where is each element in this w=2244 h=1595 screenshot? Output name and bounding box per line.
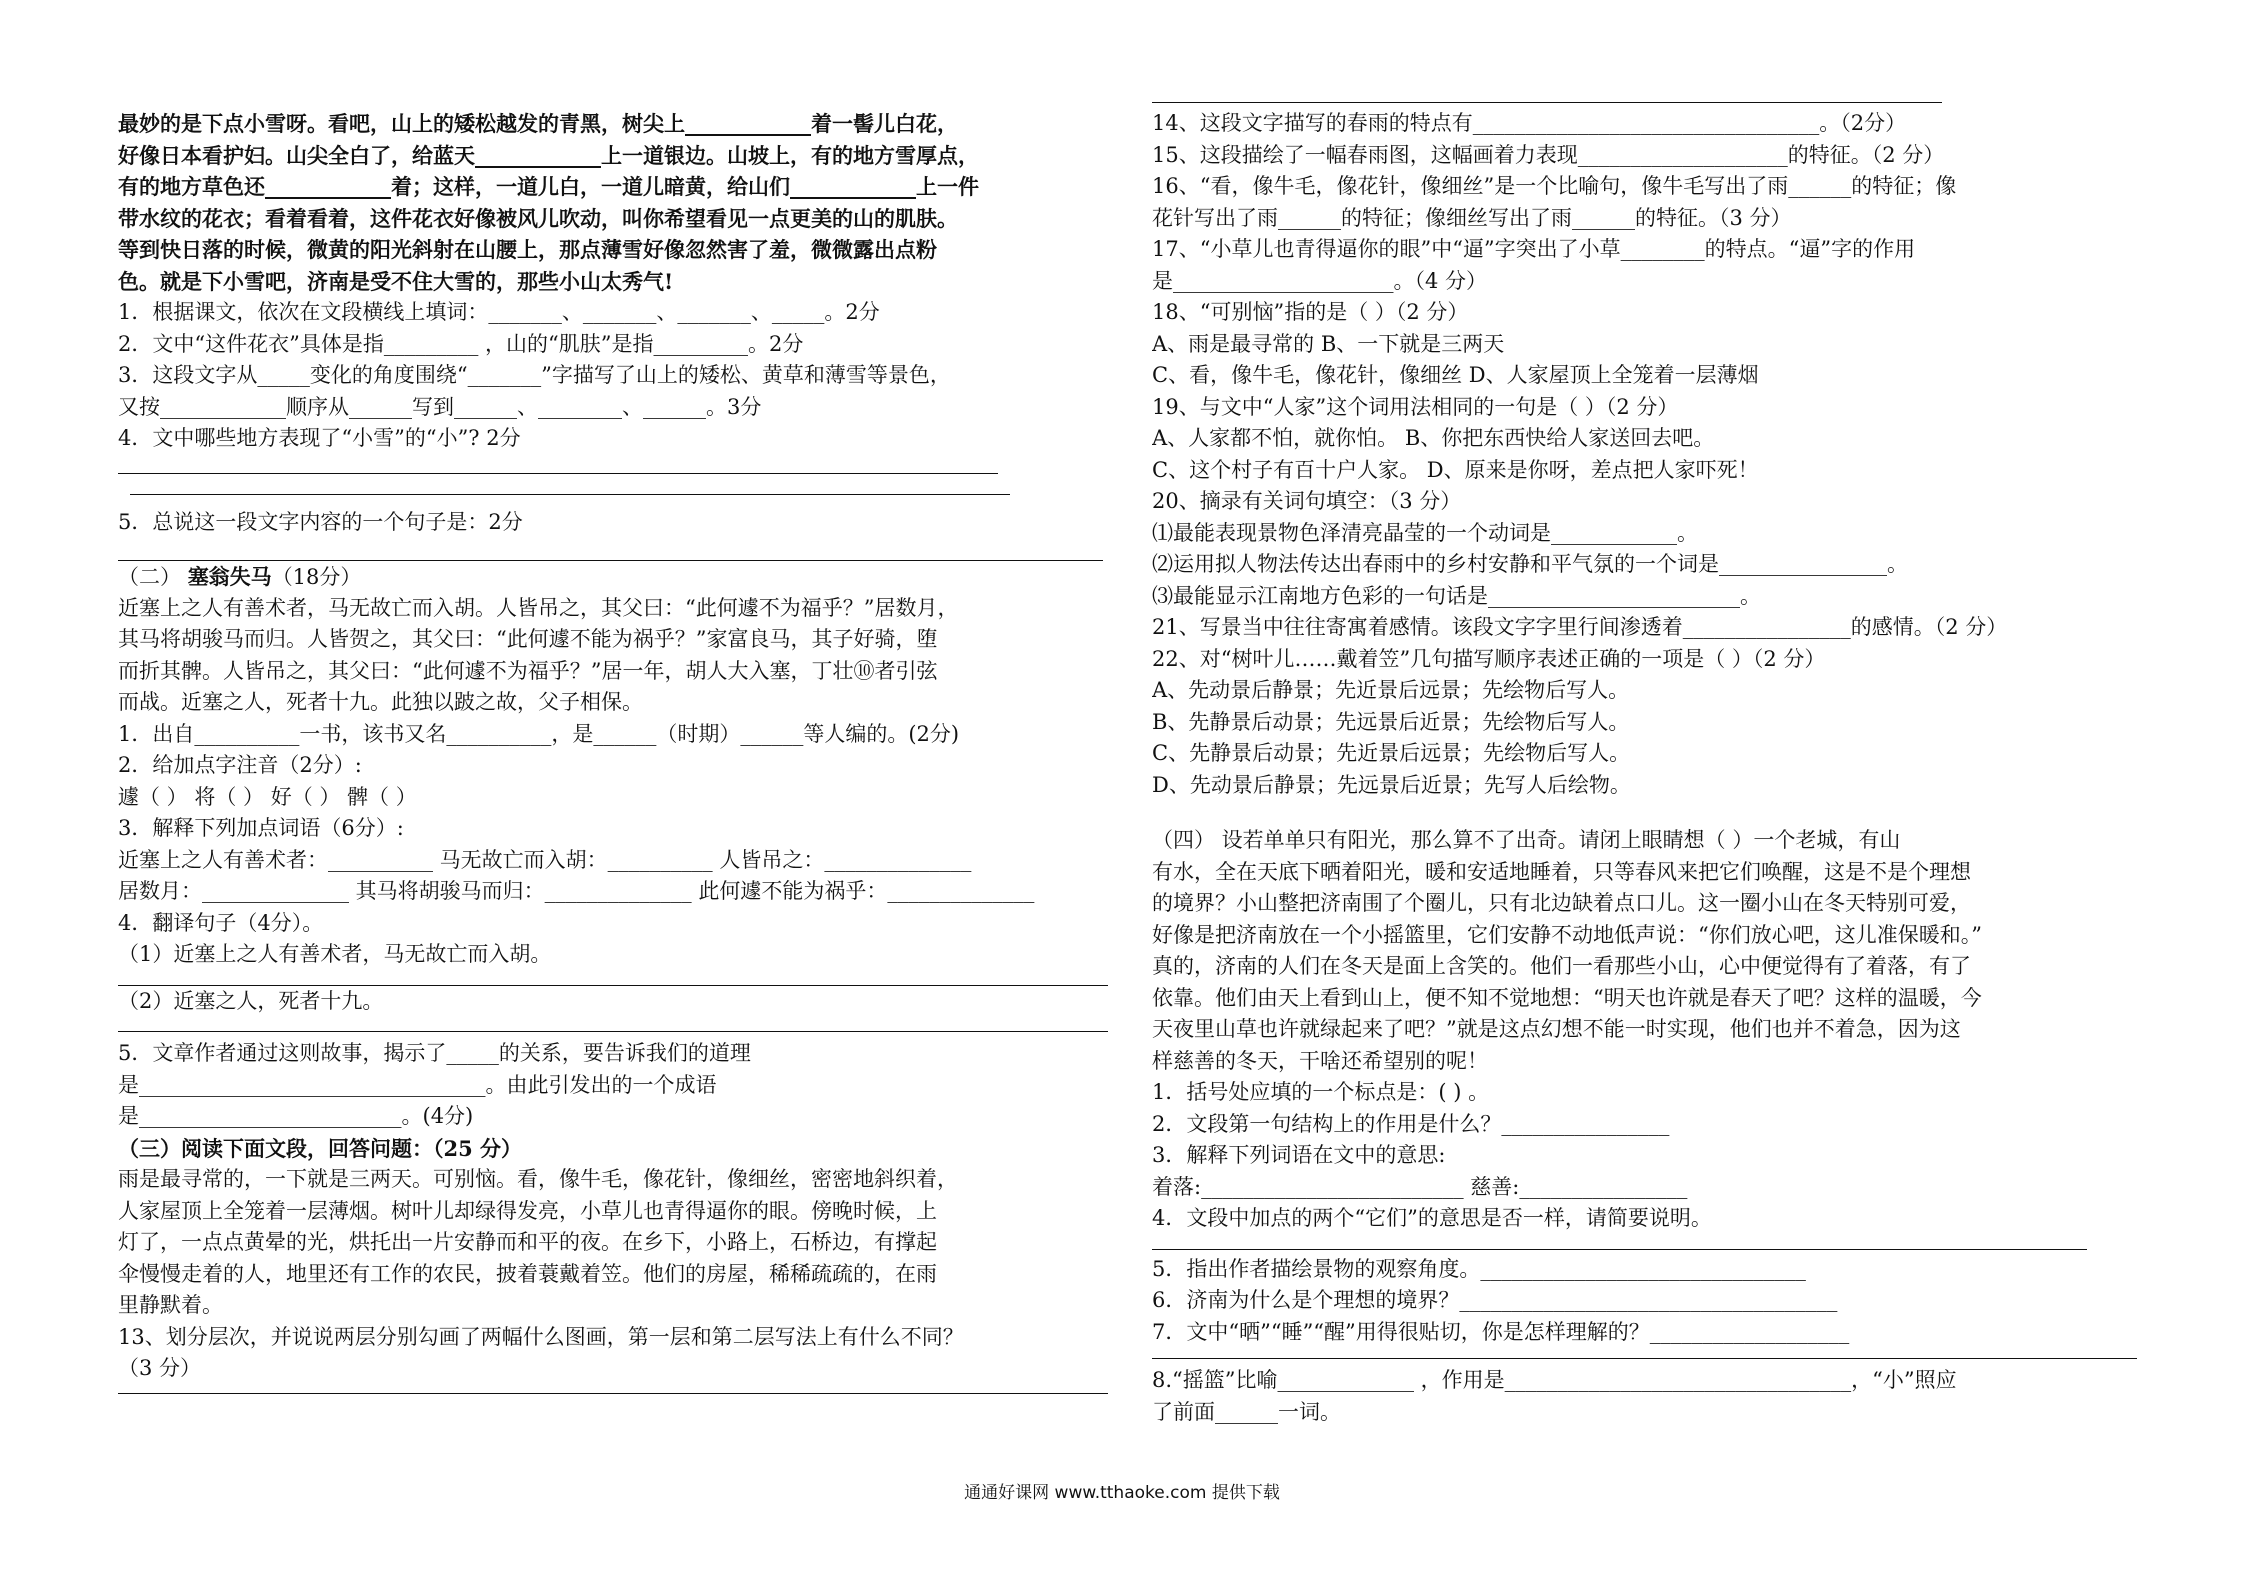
question-line: 20、摘录有关词句填空：（3 分） [1152, 489, 1462, 513]
question-line: 遽（ ） 将（ ） 好（ ） 髀（ ） [118, 784, 417, 809]
passage-3-line: 灯了，一点点黄晕的光，烘托出一片安静而和平的夜。在乡下，小路上，石桥边，有撑起 [118, 1230, 937, 1254]
passage-3-line: 人家屋顶上全笼着一层薄烟。树叶儿却绿得发亮，小草儿也青得逼你的眼。傍晚时候，上 [118, 1198, 937, 1223]
question-line: 8.“摇篮”比喻_____________ ，作用是_________________________________，“小”照应 [1152, 1368, 1957, 1392]
question-line: 2．给加点字注音（2分）: [118, 753, 362, 777]
section-2-name: 塞翁失马 [187, 564, 272, 589]
passage-1-line: 色。就是下小雪吧，济南是受不住大雪的，那些小山太秀气! [118, 268, 674, 294]
passage-4-line: 真的，济南的人们在冬天是面上含笑的。他们一看那些小山，心中便觉得有了着落，有了 [1152, 954, 1971, 978]
question-line: 21、写景当中往往寄寓着感情。该段文字字里行间渗透着________________的感情。（2 分） [1152, 615, 2008, 639]
question-line: 13、划分层次，并说说两层分别勾画了两幅什么图画，第一层和第二层写法上有什么不同？ [118, 1324, 964, 1349]
right-column [1152, 108, 2152, 1428]
choice-line: A、雨是最寻常的 B、一下就是三两天 [1152, 331, 1505, 356]
passage-4-line: 依靠。他们由天上看到山上，便不知不觉地想：“明天也许就是春天了吧？这样的温暖，今 [1152, 985, 1982, 1010]
question-line: 19、与文中“人家”这个词用法相同的一句是（ ）（2 分） [1152, 394, 1679, 419]
choice-line: B、先静景后动景；先远景后近景；先绘物后写人。 [1152, 709, 1630, 734]
passage-4-line: 有水，全在天底下晒着阳光，暖和安适地睡着，只等春风来把它们唤醒，这是不是个理想 [1152, 859, 1971, 884]
question-line: 4．文中哪些地方表现了“小雪”的“小”? 2分 [118, 426, 521, 450]
question-line: 22、对“树叶儿……戴着笠”几句描写顺序表述正确的一项是（ ）（2 分） [1152, 646, 1826, 671]
passage-1-line: 最妙的是下点小雪呀。看吧，山上的矮松越发的青黑，树尖上____________着一髻儿白花， [118, 111, 958, 136]
passage-4 [1152, 825, 2152, 1077]
question-line: （1）近塞上之人有善术者，马无故亡而入胡。 [118, 942, 552, 966]
question-line: 6．济南为什么是个理想的境界？____________________________________ [1152, 1288, 1838, 1312]
passage-1-line: 有的地方草色还____________着；这样，一道儿白，一道儿暗黄，给山们____________上一件 [118, 174, 979, 199]
question-line: 是_____________________。（4 分） [1152, 268, 1488, 293]
question-line: 7．文中“晒”“睡”“醒”用得很贴切，你是怎样理解的？___________________ [1152, 1319, 1850, 1344]
question-line: 1．括号处应填的一个标点是：( ) 。 [1152, 1080, 1490, 1104]
passage-4-line: 好像是把济南放在一个小摇篮里，它们安静不动地低声说：“你们放心吧，这儿准保暖和。” [1152, 922, 1982, 947]
question-line: ⑴最能表现景物色泽清亮晶莹的一个动词是____________。 [1152, 520, 1698, 545]
question-line: ⑵运用拟人物法传达出春雨中的乡村安静和平气氛的一个词是________________。 [1152, 552, 1908, 576]
choice-line: C、看，像牛毛，像花针，像细丝 D、人家屋顶上全笼着一层薄烟 [1152, 363, 1759, 387]
passage-1 [118, 108, 1113, 297]
section-3-title: （三）阅读下面文段，回答问题：（25 分） [118, 1135, 523, 1161]
question-line: 14、这段文字描写的春雨的特点有_________________________________。（2分） [1152, 111, 1907, 135]
question-line: 4．文段中加点的两个“它们”的意思是否一样，请简要说明。 [1152, 1206, 1712, 1230]
question-line: 5．总说这一段文字内容的一个句子是：2分 [118, 509, 523, 534]
question-line: 1．出自__________一书，该书又名__________，是______（时期）______等人编的。(2分) [118, 721, 960, 746]
passage-1-line: 等到快日落的时候，微黄的阳光斜射在山腰上，那点薄雪好像忽然害了羞，微微露出点粉 [118, 237, 937, 262]
section-1-questions [118, 297, 1113, 455]
question-line: 居数月：______________ 其马将胡骏马而归：______________ 此何遽不能为祸乎：______________ [118, 879, 1035, 903]
passage-2-line: 其马将胡骏马而归。人皆贺之，其父曰：“此何遽不能为祸乎？”家富良马，其子好骑，堕 [118, 627, 938, 651]
question-line: 15、这段描绘了一幅春雨图，这幅画着力表现____________________的特征。（2 分） [1152, 142, 1945, 167]
question-line: 18、“可别恼”指的是（ ）（2 分） [1152, 300, 1469, 324]
question-line: 近塞上之人有善术者：__________ 马无故亡而入胡：__________ 人皆吊之：______________ [118, 847, 972, 872]
choice-line: C、先静景后动景；先近景后远景；先绘物后写人。 [1152, 741, 1631, 765]
question-line: 5．指出作者描绘景物的观察角度。_______________________________ [1152, 1256, 1806, 1281]
section-3-questions [1152, 108, 2152, 801]
choice-line: D、先动景后静景；先远景后近景；先写人后绘物。 [1152, 772, 1631, 797]
question-line: 2．文段第一句结构上的作用是什么？________________ [1152, 1111, 1670, 1136]
passage-3 [118, 1164, 1113, 1322]
question-line: 16、“看，像牛毛，像花针，像细丝”是一个比喻句，像牛毛写出了雨______的特征；像 [1152, 174, 1957, 198]
question-line: ⑶最能显示江南地方色彩的一句话是________________________。 [1152, 583, 1761, 608]
section-2-prefix: （二） [118, 565, 181, 589]
question-line: 3．解释下列词语在文中的意思: [1152, 1143, 1446, 1167]
passage-1-line: 带水纹的花衣；看着看着，这件花衣好像被风儿吹动，叫你希望看见一点更美的山的肌肤。 [118, 205, 958, 231]
answer-line [1152, 102, 1942, 103]
question-line: 3．解释下列加点词语（6分）: [118, 816, 404, 840]
passage-3-line: 伞慢慢走着的人，地里还有工作的农民，披着蓑戴着笠。他们的房屋，稀稀疏疏的，在雨 [118, 1261, 937, 1286]
section-2-title [118, 561, 1113, 593]
section-2-score: （18分） [271, 565, 362, 589]
section-4-questions [1152, 1077, 2152, 1235]
passage-4-line: 的境界？小山整把济南围了个圈儿，只有北边缺着点口儿。这一圈小山在冬天特别可爱， [1152, 891, 1971, 915]
question-line: 了前面______一词。 [1152, 1399, 1341, 1424]
question-line: 4．翻译句子（4分）。 [118, 910, 324, 935]
question-line: 5．文章作者通过这则故事，揭示了_____的关系，要告诉我们的道理 [118, 1041, 751, 1065]
choice-line: A、先动景后静景；先近景后远景；先绘物后写人。 [1152, 678, 1630, 702]
answer-line [118, 1393, 1108, 1394]
question-line: 是_________________________。(4分) [118, 1104, 474, 1128]
passage-4-line: 天夜里山草也许就绿起来了吧？”就是这点幻想不能一时实现，他们也并不着急，因为这 [1152, 1017, 1961, 1041]
question-line: 17、“小草儿也青得逼你的眼”中“逼”字突出了小草________的特点。“逼”字的作用 [1152, 237, 1916, 261]
question-line: 3．这段文字从_____变化的角度围绕“_______”字描写了山上的矮松、黄草和薄雪等景色， [118, 363, 951, 387]
passage-1-line: 好像日本看护妇。山尖全白了，给蓝天____________上一道银边。山坡上，有的地方雪厚点， [118, 142, 979, 168]
passage-2-line: 近塞上之人有善术者，马无故亡而入胡。人皆吊之，其父曰：“此何遽不为福乎？”居数月， [118, 595, 959, 620]
question-line: （2）近塞之人，死者十九。 [118, 988, 384, 1013]
section-2-questions [118, 719, 1113, 971]
question-line: （3 分） [118, 1356, 202, 1380]
question-line: 2．文中“这件花衣”具体是指_________ ，山的“肌肤”是指_________。2分 [118, 331, 804, 356]
question-line: 又按____________顺序从______写到______、________、______。3分 [118, 394, 762, 419]
choice-line: A、人家都不怕，就你怕。 B、你把东西快给人家送回去吧。 [1152, 426, 1715, 450]
question-line: 花针写出了雨______的特征；像细丝写出了雨______的特征。（3 分） [1152, 205, 1792, 230]
passage-2 [118, 593, 1113, 719]
question-line: 着落:_________________________ 慈善:________________ [1152, 1174, 1688, 1199]
footer-credit: 通通好课网 www.tthaoke.com 提供下载 [964, 1483, 1280, 1503]
question-line: 是_________________________________。由此引发出的一个成语 [118, 1072, 717, 1097]
passage-3-line: 雨是最寻常的，一下就是三两天。可别恼。看，像牛毛，像花针，像细丝，密密地斜织着， [118, 1167, 958, 1191]
passage-2-line: 而折其髀。人皆吊之，其父曰：“此何遽不为福乎？”居一年，胡人大入塞，丁壮⑩者引弦 [118, 658, 938, 683]
choice-line: C、这个村子有百十户人家。 D、原来是你呀，差点把人家吓死！ [1152, 457, 1759, 482]
passage-2-line: 而战。近塞之人，死者十九。此独以跛之故，父子相保。 [118, 690, 643, 714]
question-line: 1．根据课文，依次在文段横线上填词：_______、_______、_______、_____。2分 [118, 300, 880, 324]
left-column [118, 108, 1113, 1394]
passage-4-line: （四） 设若单单只有阳光，那么算不了出奇。请闭上眼睛想（ ）一个老城，有山 [1152, 828, 1901, 852]
passage-3-line: 里静默着。 [118, 1293, 223, 1317]
passage-4-line: 样慈善的冬天，干啥还希望别的呢！ [1152, 1048, 1488, 1073]
